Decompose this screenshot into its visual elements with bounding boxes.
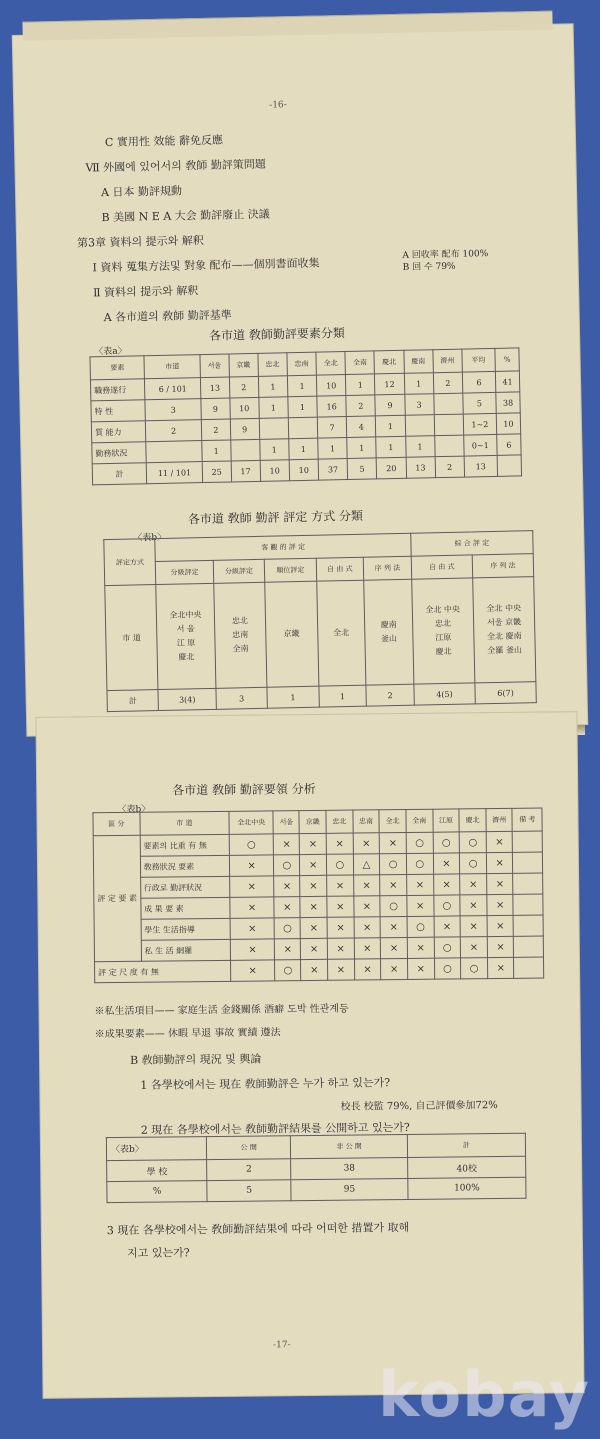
footnote: ※成果要素—— 休暇 早退 事故 實績 遵法 — [94, 1027, 281, 1041]
table-cell: 1 — [259, 397, 289, 419]
header-cell: 全北 — [316, 352, 346, 376]
outline-line: 第3章 資料의 提示와 解釈 — [76, 233, 204, 250]
mark-cell: × — [433, 874, 460, 895]
row-label: 私 生 活 網羅 — [141, 939, 230, 961]
table-cell: 10 — [289, 459, 319, 481]
row-label: 質 能力 — [91, 421, 146, 443]
table-cell: 3 — [216, 687, 268, 709]
header-cell: 江原 — [432, 809, 459, 832]
header-cell: 서울 — [200, 354, 229, 378]
lower-page — [36, 712, 583, 1398]
table-cell: 1 — [376, 415, 406, 437]
table-cell: 41 — [495, 371, 519, 392]
table-cell — [473, 577, 536, 683]
mark-cell: × — [327, 938, 354, 959]
table-cell: 1~2 — [463, 413, 497, 435]
header-cell: 計 — [407, 1133, 525, 1157]
question-1-answer: 校長 校監 79%, 自己評價參加72% — [340, 1100, 498, 1113]
header-cell: 京畿 — [299, 810, 326, 833]
header-cell: 非 公 開 — [290, 1134, 407, 1158]
mark-cell: × — [275, 939, 301, 960]
table-cell: 1 — [267, 686, 319, 708]
mark-cell: × — [327, 959, 354, 980]
cell-line: 全南 — [232, 644, 249, 654]
cell-line: 全北中央 — [169, 610, 202, 620]
header-cell: 分級評定 — [156, 560, 214, 584]
table-cell: 6 — [497, 434, 521, 455]
table-cell: 1 — [259, 439, 289, 461]
table-cell — [265, 581, 319, 687]
header-cell: 自 由 式 — [316, 557, 364, 581]
table-cell: 3(4) — [158, 688, 216, 710]
header-cell: 序 列 法 — [472, 554, 534, 578]
mark-cell: × — [353, 875, 380, 896]
header-cell: 忠南 — [353, 810, 380, 833]
header-cell: 平均 — [462, 348, 496, 372]
table-cell: 1 — [405, 436, 435, 458]
mark-cell: × — [353, 896, 380, 917]
table-cell: 1 — [288, 396, 318, 418]
table-a-tag: 〈表a〉 — [94, 346, 127, 358]
cell-line: 慶南 — [380, 620, 397, 630]
table-cell: 5 — [207, 1180, 291, 1202]
table-cell — [259, 418, 289, 440]
table-cell — [434, 414, 464, 436]
cell-line: 全北 — [333, 628, 350, 638]
mark-cell: × — [434, 916, 461, 937]
mark-cell: × — [407, 895, 434, 916]
mark-cell: × — [327, 875, 354, 896]
table-cell: 2 — [229, 376, 259, 398]
table-cell: 7 — [317, 417, 347, 439]
table-cell: 5 — [463, 392, 497, 414]
table-cell: 4 — [346, 416, 376, 438]
table-cell — [230, 439, 260, 461]
cell-line: 忠北 — [434, 618, 452, 629]
cell-line: 京畿 — [283, 629, 300, 639]
mark-cell: × — [379, 832, 406, 853]
cell-line: 慶北 — [435, 646, 452, 657]
mark-cell: ○ — [326, 854, 353, 875]
mark-cell: × — [327, 896, 354, 917]
table-cell: 1 — [289, 438, 319, 460]
table-cell: 13 — [464, 455, 498, 477]
row-label: 特 性 — [91, 400, 146, 422]
header-cell: 分級評定 — [213, 559, 265, 583]
mark-cell — [513, 894, 543, 915]
table-cell: 38 — [496, 392, 520, 413]
row-label: 行政로 勤評狀況 — [140, 876, 229, 898]
table-cell: 4(5) — [414, 683, 475, 705]
mark-cell — [514, 915, 544, 936]
mark-cell: × — [300, 833, 327, 854]
mark-cell: ○ — [460, 853, 487, 874]
header-cell: 忠北 — [258, 353, 288, 377]
table-a — [89, 347, 522, 485]
mark-cell: ○ — [274, 918, 300, 939]
table-cell: 1 — [318, 685, 366, 707]
outline-line: Ⅰ 資料 蒐集方法및 對象 配布——個別書面收集 — [92, 256, 320, 275]
mark-cell: ○ — [434, 937, 461, 958]
table-cell — [405, 415, 435, 437]
mark-cell — [513, 873, 543, 894]
header-cell: 全北 — [379, 809, 406, 832]
table-cell: 10 — [229, 397, 259, 419]
side-note: B 回 수 79% — [402, 261, 456, 273]
table-cell: 1 — [347, 437, 377, 459]
mark-cell: ○ — [275, 960, 301, 981]
mark-cell: × — [274, 897, 300, 918]
question-1: 1 各學校에서는 現在 敎師勤評은 누가 하고 있는가? — [140, 1076, 391, 1092]
mark-cell: ○ — [459, 832, 486, 853]
mark-cell: × — [326, 833, 353, 854]
row-label: 要素의 比重 有 無 — [140, 834, 229, 856]
cell-line: 忠南 — [232, 630, 249, 640]
table-d-tag: 〈表b〉 — [110, 1144, 144, 1156]
cell-line: 慶北 — [178, 652, 195, 662]
upper-page — [13, 24, 588, 736]
cell-line: 江原 — [435, 632, 452, 643]
header-cell: 忠南 — [287, 352, 317, 376]
mark-cell: × — [354, 917, 381, 938]
mark-cell: × — [230, 960, 275, 981]
table-a-title: 各市道 敎師勤評要素分類 — [208, 326, 346, 343]
table-cell: 11 / 101 — [146, 462, 202, 484]
table-cell: 5 — [347, 458, 377, 480]
table-cell: 2 — [145, 420, 201, 442]
table-cell: 2 — [346, 395, 376, 417]
header-cell: 客 觀 的 評 定 — [155, 533, 411, 561]
header-cell: 要素 — [90, 356, 145, 380]
row-label: % — [107, 1181, 208, 1203]
table-cell: 20 — [376, 457, 406, 479]
table-cell: 1 — [202, 440, 231, 462]
mark-cell: × — [230, 876, 275, 897]
mark-cell: × — [381, 937, 408, 958]
table-cell: 3 — [145, 399, 201, 421]
table-c-tag: 〈表b〉 — [117, 804, 151, 816]
header-cell: 全北中央 — [229, 811, 274, 834]
row-label: 成 果 要 素 — [140, 897, 229, 919]
table-c-title: 各市道 敎師 勤評要領 分析 — [172, 781, 316, 798]
table-cell: 17 — [231, 460, 261, 482]
mark-cell: ○ — [229, 834, 274, 855]
mark-cell: × — [301, 938, 328, 959]
mark-cell: △ — [353, 854, 380, 875]
table-cell: 38 — [291, 1157, 408, 1179]
table-d — [106, 1133, 527, 1203]
header-cell: 區 分 — [93, 812, 140, 835]
header-cell: 慶南 — [403, 350, 433, 374]
row-label: 計 — [92, 463, 147, 485]
mark-cell: × — [229, 855, 274, 876]
mark-cell: × — [486, 852, 513, 873]
page-number: -17- — [272, 1340, 291, 1351]
table-cell: 1 — [287, 375, 317, 397]
table-cell: 2 — [366, 684, 414, 706]
table-cell — [156, 583, 215, 689]
question-2: 2 現在 各學校에서는 敎師勤評結果를 公開하고 있는가? — [140, 1120, 410, 1137]
mark-cell: ○ — [433, 895, 460, 916]
table-cell — [412, 578, 475, 684]
cell-line: 釜山 — [380, 634, 398, 644]
table-cell — [434, 435, 464, 457]
header-cell: 序 列 法 — [363, 556, 411, 580]
cell-line: 忠北 — [231, 616, 249, 626]
mark-cell — [513, 852, 543, 873]
table-cell: 1 — [318, 438, 348, 460]
header-cell: 서울 — [273, 811, 299, 834]
mark-cell: ○ — [433, 832, 460, 853]
table-row — [107, 1177, 526, 1202]
footnote: ※私生活項目—— 家庭生活 金錢關係 酒癖 도박 性관계등 — [94, 1003, 349, 1018]
header-cell: 公 開 — [207, 1136, 291, 1160]
header-cell: 慶北 — [459, 809, 486, 832]
table-cell: 37 — [318, 459, 348, 481]
table-cell: 10 — [316, 375, 346, 397]
table-cell: 6 / 101 — [145, 378, 201, 400]
mark-cell: ○ — [406, 832, 433, 853]
header-cell: 綜 合 評 定 — [411, 531, 534, 557]
mark-cell: × — [460, 895, 487, 916]
side-note: A 回收率 配布 100% — [402, 249, 489, 261]
mark-cell: ○ — [434, 958, 461, 979]
table-cell — [433, 393, 463, 415]
cell-line: 江 原 — [176, 638, 196, 648]
mark-cell: × — [486, 831, 513, 852]
table-b — [103, 530, 537, 712]
mark-cell: × — [486, 873, 513, 894]
table-cell: 1 — [258, 376, 288, 398]
mark-cell: × — [230, 918, 275, 939]
watermark-logo: kobay — [378, 1358, 590, 1431]
table-cell: 12 — [375, 373, 405, 395]
row-label: 職務遂行 — [90, 379, 145, 401]
row-label: 評 定 尺 度 有 無 — [95, 960, 231, 982]
mark-cell: ○ — [380, 895, 407, 916]
mark-cell: × — [407, 874, 434, 895]
header-cell: 慶北 — [374, 350, 404, 374]
header-cell: 忠北 — [326, 810, 353, 833]
outline-line: B 美國 N E A 大会 勤評廢止 決議 — [101, 207, 270, 225]
row-label: 勤務狀況 — [92, 442, 147, 464]
row-label: 計 — [107, 690, 159, 712]
mark-cell: × — [300, 875, 327, 896]
group-label: 評 定 要 素 — [93, 835, 141, 961]
outline-line: Ⅱ 資料의 提示와 解釈 — [92, 284, 199, 300]
outline-line: C 實用性 效能 辭免反應 — [104, 133, 224, 150]
mark-cell: × — [230, 897, 275, 918]
mark-cell: × — [381, 958, 408, 979]
cell-line: 全北 中央 — [486, 603, 522, 614]
table-cell: 16 — [317, 396, 347, 418]
table-cell: 100% — [408, 1177, 526, 1199]
mark-cell: × — [460, 916, 487, 937]
table-row — [105, 577, 536, 691]
mark-cell — [514, 957, 544, 978]
cell-line: 全北 中央 — [425, 604, 461, 615]
table-cell: 3 — [404, 394, 434, 416]
table-cell: 2 — [433, 372, 463, 394]
mark-cell: × — [230, 939, 275, 960]
mark-cell: × — [487, 936, 514, 957]
table-cell: 2 — [207, 1159, 291, 1181]
header-cell: 京畿 — [229, 353, 259, 377]
mark-cell: × — [407, 958, 434, 979]
mark-cell: × — [300, 896, 327, 917]
mark-cell: × — [380, 916, 407, 937]
table-cell: 13 — [406, 457, 436, 479]
mark-cell: × — [433, 853, 460, 874]
mark-cell: × — [460, 874, 487, 895]
mark-cell: × — [460, 937, 487, 958]
mark-cell: ○ — [406, 853, 433, 874]
table-cell: 1 — [376, 436, 406, 458]
table-cell: 10 — [260, 460, 290, 482]
mark-cell: ○ — [407, 916, 434, 937]
table-cell: 6 — [462, 371, 496, 393]
table-row — [95, 957, 544, 983]
table-cell: 13 — [200, 377, 229, 399]
table-b-tag: 〈表b〉 — [133, 532, 167, 544]
table-cell — [364, 579, 414, 685]
mark-cell: × — [327, 917, 354, 938]
header-cell — [106, 1137, 207, 1161]
question-3-continued: 지고 있는가? — [126, 1246, 190, 1260]
table-c — [92, 808, 544, 984]
table-cell — [316, 580, 366, 686]
table-cell: 25 — [202, 461, 231, 483]
table-cell: 9 — [375, 394, 405, 416]
cell-line: 全北 慶南 — [486, 631, 522, 642]
outline-line: A 各市道의 敎師 勤評基準 — [103, 308, 232, 325]
mark-cell: × — [353, 833, 380, 854]
mark-cell: × — [380, 874, 407, 895]
table-cell: 6(7) — [475, 682, 537, 704]
table-cell — [288, 417, 318, 439]
header-cell: 全南 — [406, 809, 433, 832]
table-cell — [146, 441, 202, 463]
header-cell: 備 考 — [512, 808, 542, 831]
page-stack-edge — [22, 11, 552, 41]
page-number: -16- — [269, 100, 287, 111]
table-cell: 40校 — [408, 1156, 526, 1178]
mark-cell: ○ — [274, 855, 300, 876]
mark-cell: × — [300, 854, 327, 875]
row-label: 學生 生活指導 — [141, 918, 230, 940]
mark-cell — [513, 831, 543, 852]
cell-line: 全羅 釜山 — [487, 645, 523, 656]
table-cell: 0~1 — [464, 434, 498, 456]
mark-cell: × — [274, 876, 300, 897]
mark-cell: × — [300, 917, 327, 938]
mark-cell: × — [487, 957, 514, 978]
outline-line: Ⅶ 外國에 있어서의 敎師 勤評策問題 — [85, 157, 266, 175]
cell-line: 서 울 — [176, 624, 195, 634]
cell-line: 서울 京畿 — [486, 617, 522, 628]
mark-cell: ○ — [380, 853, 407, 874]
mark-cell: × — [301, 959, 328, 980]
table-cell: 2 — [201, 419, 230, 441]
table-cell: 9 — [230, 418, 260, 440]
mark-cell: × — [273, 834, 299, 855]
mark-cell: × — [487, 915, 514, 936]
table-cell: 9 — [201, 398, 230, 420]
mark-cell: ○ — [461, 958, 488, 979]
header-cell: 市 道 — [140, 811, 230, 835]
table-b-title: 各市道 敎師 勤評 評定 方式 分類 — [187, 508, 364, 527]
mark-cell: × — [354, 938, 381, 959]
header-cell: % — [495, 348, 519, 371]
section-heading: B 敎師勤評의 現況 및 輿論 — [129, 1052, 262, 1067]
table-cell: 10 — [496, 413, 520, 434]
table-cell: 95 — [291, 1178, 408, 1200]
header-cell: 濟州 — [486, 808, 513, 831]
table-cell: 2 — [435, 456, 465, 478]
mark-cell: × — [354, 959, 381, 980]
table-cell — [213, 582, 267, 688]
mark-cell: × — [487, 894, 514, 915]
row-label: 敎務狀況 要素 — [140, 855, 229, 877]
header-cell: 自 由 式 — [411, 555, 472, 579]
header-cell: 濟州 — [433, 349, 463, 373]
table-cell: 1 — [404, 373, 434, 395]
outline-line: A 日本 勤評規動 — [100, 184, 183, 200]
header-cell: 全南 — [345, 351, 375, 375]
header-cell: 順位評定 — [264, 558, 316, 582]
question-3: 3 現在 各學校에서는 敎師勤評結果에 따라 어떠한 措置가 取해 — [106, 1220, 410, 1238]
header-cell: 評定方式 — [104, 539, 156, 586]
header-cell: 市道 — [144, 355, 200, 379]
mark-cell: × — [407, 937, 434, 958]
table-cell: 1 — [346, 374, 376, 396]
table-cell — [497, 455, 521, 476]
row-label: 市 道 — [105, 585, 159, 691]
mark-cell — [514, 936, 544, 957]
row-label: 學 校 — [107, 1160, 208, 1182]
